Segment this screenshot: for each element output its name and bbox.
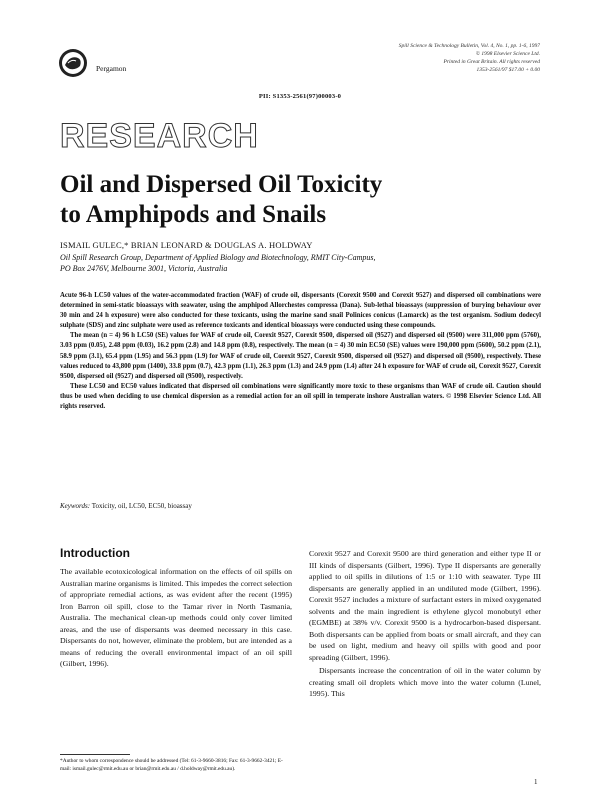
abstract-paragraph: The mean (n = 4) 96 h LC50 (SE) values for WAF of crude oil, Corexit 9527, Corexit 9500, dispersed oil (9527) and dispersed oil (9500) were 311,000 ppm (5760), 3.03 ppm (0.05), 2.48 ppm (0.03), 16.2 ppm (2.8) and 14.8 ppm (0.8), respectively. The mean (n = 4) 30 min EC50 (SE) values were 190,000 ppm (5600), 50.2 ppm (2.1), 58.9 ppm (3.1), 65.4 ppm (1.95) and 56.3 ppm (1.9) for WAF of crude oil, Corexit 9527, Corexit 9500, dispersed oil (9527) and dispersed oil (9500), respectively. These values reduced to 43,800 ppm (1400), 33.8 ppm (0.7), 42.3 ppm (1.1), 26.3 ppm (1.3) and 24.9 ppm (1.4) after 24 h exposure for WAF of crude oil, Corexit 9527, Corexit 9500, dispersed oil (9527) and dispersed oil (9500), respectively. [60,332,541,380]
journal-line: Printed in Great Britain. All rights reserved [443,59,540,65]
page-number: 1 [534,778,538,786]
right-column [309,548,541,700]
keywords [60,502,192,510]
authors: ISMAIL GULEC,* BRIAN LEONARD & DOUGLAS A. HOLDWAY [60,240,313,250]
section-label: RESEARCH [60,117,259,155]
footnote-divider [60,754,130,755]
keywords-value: Toxicity, oil, LC50, EC50, bioassay [91,502,192,510]
body-paragraph: Corexit 9527 and Corexit 9500 are third generation and either type II or III kinds of dispersants (Gilbert, 1996). Type II dispersants are generally applied to oil spills in dilutions of 1:5 or 1:10 with seawater. Type III dispersants are generally applied in an undiluted mode (Gilbert, 1996). Corexit 9527 includes a mixture of surfactant esters in mixed oxygenated solvents and the main ingredient is ethylene glycol monobutyl ether (EGMBE) at 38% v/v. Corexit 9500 is a hydrocarbon-based dispersant. Both dispersants can be applied from boats or small aircraft, and they can be used on light, medium and heavy oil spills with good and poor spreading (Gilbert, 1996). [309,549,541,662]
body-paragraph: Dispersants increase the concentration of oil in the water column by creating small oil droplets which move into the water column (Lunel, 1995). This [309,666,541,698]
journal-line: 1353-2561/97 $17.00 + 0.00 [476,67,540,73]
title-line: to Amphipods and Snails [60,201,327,228]
affiliation: Oil Spill Research Group, Department of Applied Biology and Biotechnology, RMIT City-Campus, PO Box 2476V, Melbourne 3001, Victoria, Australia [60,253,376,273]
publisher-name: Pergamon [96,64,127,73]
footnote: *Author to whom correspondence should be addressed (Tel: 61-3-9660-3816; Fax: 61-3-9662-3421; E-mail: ismail.gulec@rmit.edu.au or brian@rmit.edu.au / d.holdway@rmit.edu.au). [60,758,283,772]
pergamon-logo-icon [58,48,88,78]
body-paragraph: The available ecotoxicological information on the effects of oil spills on Australian marine organisms is limited. This impedes the correct selection of appropriate remedial actions, as was evident after the recent (1995) Iron Barron oil spill, close to the Tamar river in North Tasmania, Australia. The mechanical clean-up methods could only cover limited areas, and the use of dispersants was deemed necessary in this case. Dispersants do not, however, eliminate the problem, but are intended as a means of reducing the overall environmental impact of an oil spill (Gilbert, 1996). [60,567,292,668]
article-title [60,170,540,230]
pii-identifier: PII: S1353-2561(97)00003-0 [258,93,342,100]
journal-line: Spill Science & Technology Bulletin, Vol. 4, No. 1, pp. 1-6, 1997 [398,43,540,49]
journal-citation [330,42,540,74]
journal-line: © 1998 Elsevier Science Ltd. [475,51,540,57]
title-line: Oil and Dispersed Oil Toxicity [60,171,383,198]
introduction-heading: Introduction [60,546,130,560]
left-column [60,566,292,670]
keywords-label: Keywords: [60,502,91,510]
abstract [60,291,541,412]
abstract-paragraph: Acute 96-h LC50 values of the water-accommodated fraction (WAF) of crude oil, dispersants (Corexit 9500 and Corexit 9527) and dispersed oil combinations were determined in semi-static bioassays with seawater, using the amphipod Allorchestes compressa (Dana). Sub-lethal bioassays (suppression of burying behaviour over 30 min and 24 h exposure) were also conducted for these toxicants, using the marine sand snail Polinices conicus (Lamarck) as the test organism. Sodium dodecyl sulphate (SDS) and zinc sulphate were used as reference toxicants and identical bioassays were conducted using these compounds. [60,292,541,330]
abstract-paragraph: These LC50 and EC50 values indicated that dispersed oil combinations were significantly more toxic to these organisms than WAF of crude oil. Caution should thus be used when deciding to use chemical dispersion as a remedial action for an oil spill in temperate inshore Australian waters. © 1998 Elsevier Science Ltd. All rights reserved. [60,382,541,411]
